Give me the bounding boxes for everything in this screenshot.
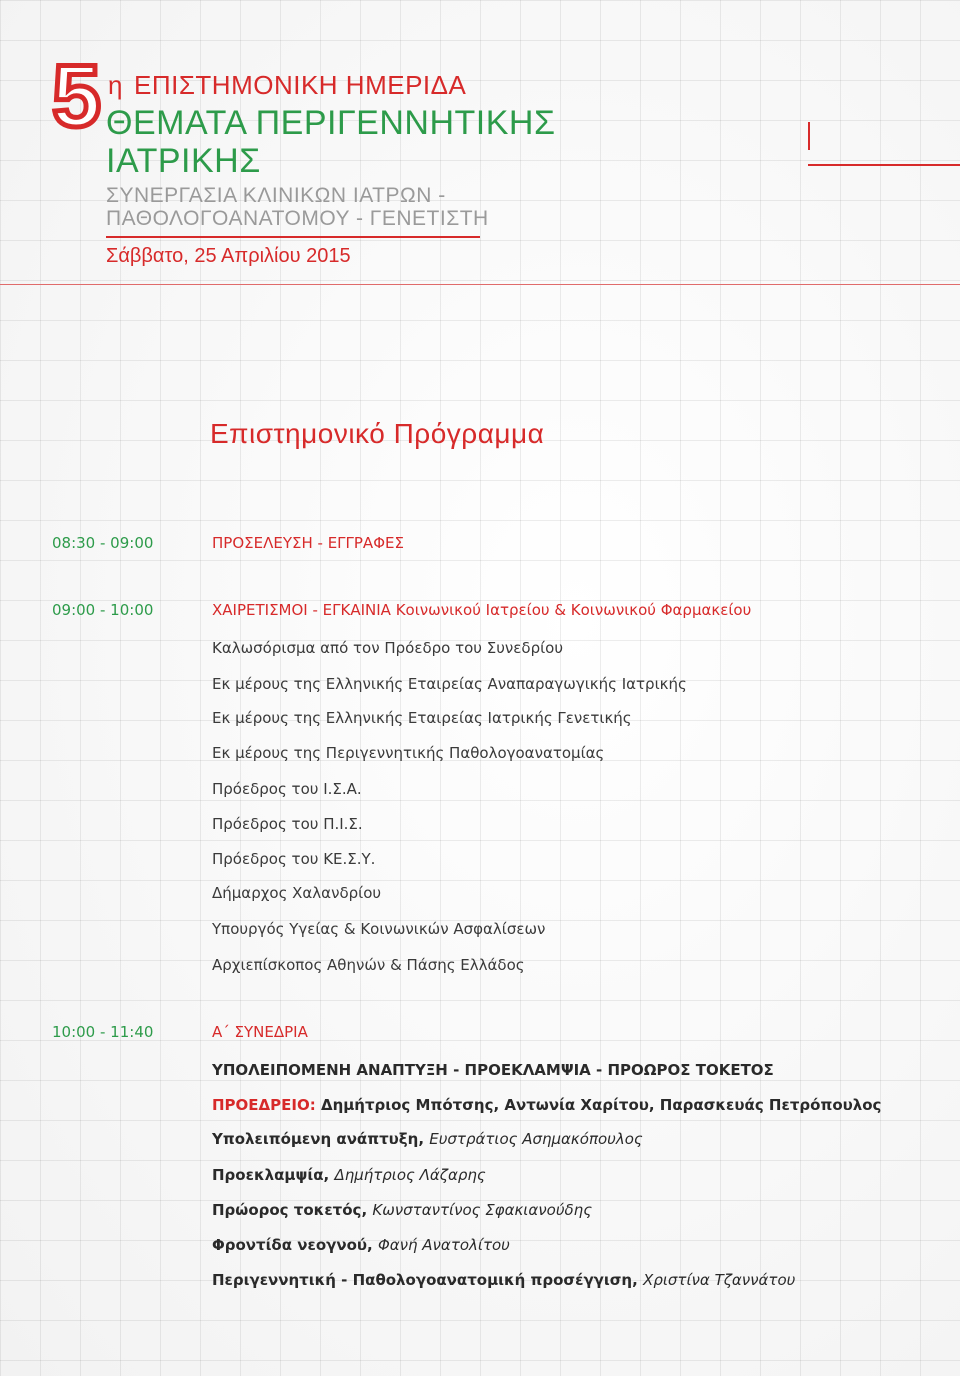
event-header	[0, 0, 960, 290]
edition-ordinal: η	[108, 70, 123, 100]
session-title: ΧΑΙΡΕΤΙΣΜΟΙ - ΕΓΚΑΙΝΙΑ Κοινωνικού Ιατρείου & Κοινωνικού Φαρμακείου	[212, 601, 752, 619]
event-title: ΕΠΙΣΤΗΜΟΝΙΚΗ ΗΜΕΡΙΔΑ	[134, 70, 467, 100]
talk-line	[212, 1201, 592, 1219]
edition-number: 5	[52, 46, 101, 145]
talk-speaker: Χριστίνα Τζαννάτου	[643, 1271, 796, 1289]
event-subject-line-2: ΙΑΤΡΙΚΗΣ	[106, 142, 261, 180]
talk-line	[212, 1166, 486, 1184]
session-topic: ΥΠΟΛΕΙΠΟΜΕΝΗ ΑΝΑΠΤΥΞΗ - ΠΡΟΕΚΛΑΜΨΙΑ - ΠΡΟΩΡΟΣ ΤΟΚΕΤΟΣ	[212, 1061, 774, 1079]
session-time: 09:00 - 10:00	[52, 601, 154, 619]
schedule-line: Πρόεδρος του Ι.Σ.Α.	[212, 780, 362, 798]
title-divider	[106, 236, 480, 238]
schedule-line: Εκ μέρους της Περιγεννητικής Παθολογοανατομίας	[212, 744, 605, 762]
talk-topic: Υπολειπόμενη ανάπτυξη,	[212, 1130, 425, 1148]
session-title: Α΄ ΣΥΝΕΔΡΙΑ	[212, 1023, 308, 1041]
talk-topic: Προεκλαμψία,	[212, 1166, 330, 1184]
session-time: 08:30 - 09:00	[52, 534, 154, 552]
event-date: Σάββατο, 25 Απριλίου 2015	[106, 245, 351, 267]
talk-line	[212, 1271, 795, 1289]
talk-topic: Πρώορος τοκετός,	[212, 1201, 368, 1219]
presidium-names: Δημήτριος Μπότσης, Αντωνία Χαρίτου, Παρασκευάς Πετρόπουλος	[320, 1096, 882, 1114]
talk-speaker: Ευστράτιος Ασημακόπουλος	[429, 1130, 643, 1148]
talk-speaker: Φανή Ανατολίτου	[377, 1236, 510, 1254]
presidium	[212, 1096, 881, 1114]
event-subject-line-1: ΘΕΜΑΤΑ ΠΕΡΙΓΕΝΝΗΤΙΚΗΣ	[106, 104, 556, 142]
decorative-divider-line	[0, 284, 960, 285]
schedule-line: Πρόεδρος του ΚΕ.Σ.Υ.	[212, 850, 376, 868]
schedule-line: Υπουργός Υγείας & Κοινωνικών Ασφαλίσεων	[212, 920, 546, 938]
decorative-horizontal-line	[808, 164, 960, 166]
talk-line	[212, 1130, 643, 1148]
talk-topic: Φροντίδα νεογνού,	[212, 1236, 373, 1254]
schedule-line: Καλωσόρισμα από τον Πρόεδρο του Συνεδρίου	[212, 639, 564, 657]
presidium-label: ΠΡΟΕΔΡΕΙΟ:	[212, 1096, 316, 1114]
session-title: ΠΡΟΣΕΛΕΥΣΗ - ΕΓΓΡΑΦΕΣ	[212, 534, 404, 552]
talk-speaker: Δημήτριος Λάζαρης	[334, 1166, 486, 1184]
talk-topic: Περιγεννητική - Παθολογοανατομική προσέγγιση,	[212, 1271, 638, 1289]
collaboration-line-1: ΣΥΝΕΡΓΑΣΙΑ ΚΛΙΝΙΚΩΝ ΙΑΤΡΩΝ -	[106, 184, 446, 207]
program-title: Επιστημονικό Πρόγραμμα	[210, 418, 545, 449]
schedule-line: Αρχιεπίσκοπος Αθηνών & Πάσης Ελλάδος	[212, 956, 525, 974]
session-time: 10:00 - 11:40	[52, 1023, 154, 1041]
decorative-vertical-line	[808, 122, 810, 150]
schedule-line: Δήμαρχος Χαλανδρίου	[212, 884, 382, 902]
schedule-line: Εκ μέρους της Ελληνικής Εταιρείας Αναπαραγωγικής Ιατρικής	[212, 675, 687, 693]
schedule-line: Εκ μέρους της Ελληνικής Εταιρείας Ιατρικής Γενετικής	[212, 709, 632, 727]
schedule-line: Πρόεδρος του Π.Ι.Σ.	[212, 815, 363, 833]
event-subject	[106, 104, 576, 180]
event-collaboration	[106, 184, 526, 230]
talk-speaker: Κωνσταντίνος Σφακιανούδης	[372, 1201, 592, 1219]
collaboration-line-2: ΠΑΘΟΛΟΓΟΑΝΑΤΟΜΟΥ - ΓΕΝΕΤΙΣΤΗ	[106, 207, 489, 230]
talk-line	[212, 1236, 510, 1254]
